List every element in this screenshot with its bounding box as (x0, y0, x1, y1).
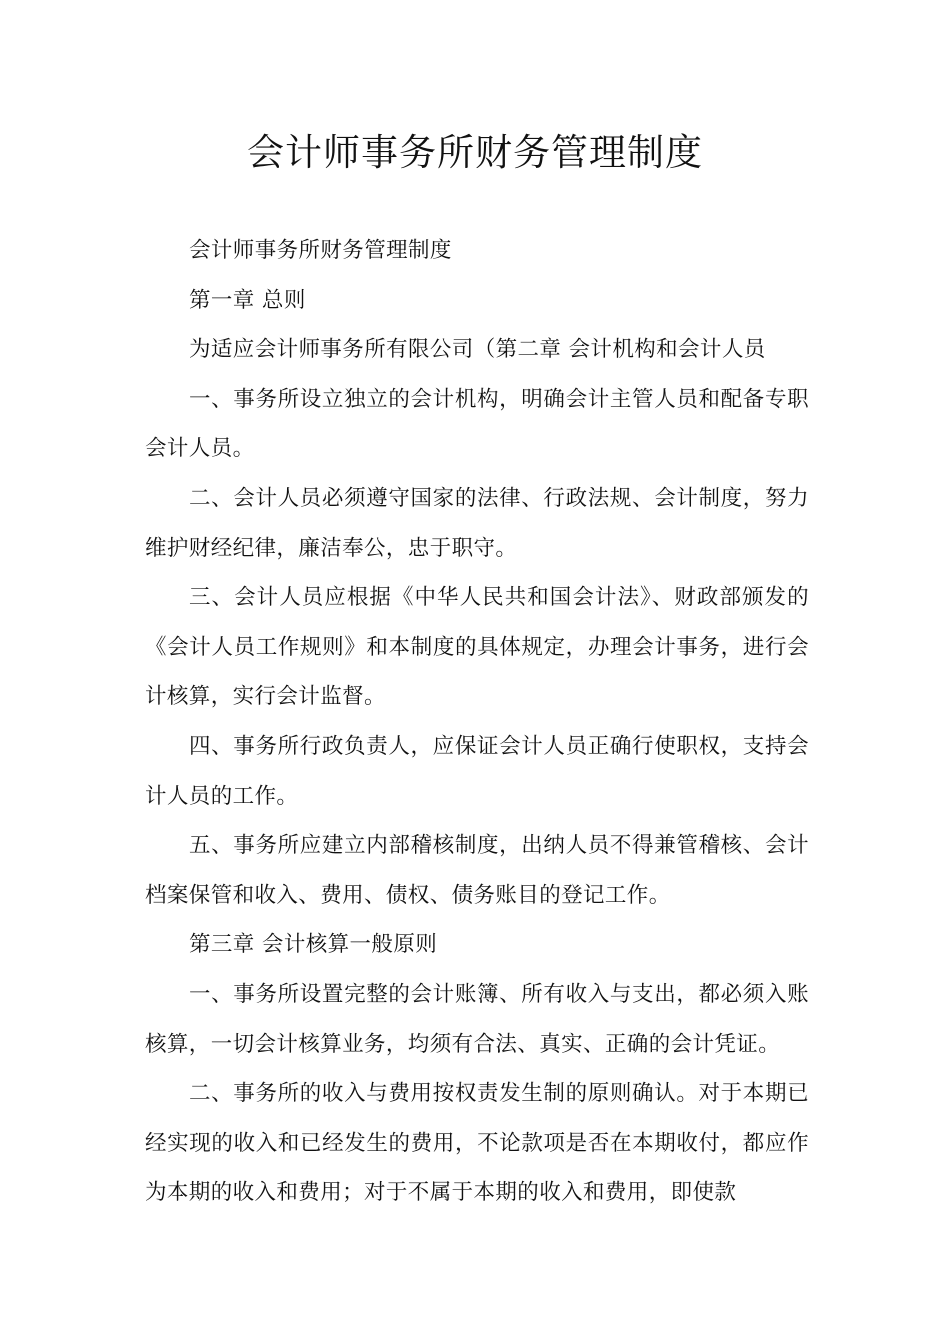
paragraph: 二、会计人员必须遵守国家的法律、行政法规、会计制度，努力维护财经纪律，廉洁奉公，忠于职守。 (145, 485, 809, 561)
paragraph: 为适应会计师事务所有限公司（第二章 会计机构和会计人员 (189, 337, 766, 363)
document-body (145, 226, 809, 1218)
paragraph: 三、会计人员应根据《中华人民共和国会计法》、财政部颁发的《会计人员工作规则》和本制度的具体规定，办理会计事务，进行会计核算，实行会计监督。 (145, 585, 809, 710)
chapter-heading-3: 第三章 会计核算一般原则 (189, 932, 438, 958)
paragraph: 一、事务所设置完整的会计账簿、所有收入与支出，都必须入账核算，一切会计核算业务，均须有合法、真实、正确的会计凭证。 (145, 981, 809, 1057)
chapter-heading-1: 第一章 总则 (189, 287, 306, 313)
document-title: 会计师事务所财务管理制度 (247, 131, 703, 174)
paragraph: 四、事务所行政负责人，应保证会计人员正确行使职权，支持会计人员的工作。 (145, 733, 809, 809)
paragraph: 五、事务所应建立内部稽核制度，出纳人员不得兼管稽核、会计档案保管和收入、费用、债权、债务账目的登记工作。 (145, 833, 809, 908)
paragraph: 一、事务所设立独立的会计机构，明确会计主管人员和配备专职会计人员。 (145, 386, 809, 462)
paragraph: 二、事务所的收入与费用按权责发生制的原则确认。对于本期已经实现的收入和已经发生的费用，不论款项是否在本期收付，都应作为本期的收入和费用；对于不属于本期的收入和费用，即使款 (145, 1081, 809, 1206)
paragraph-subtitle: 会计师事务所财务管理制度 (189, 238, 452, 263)
